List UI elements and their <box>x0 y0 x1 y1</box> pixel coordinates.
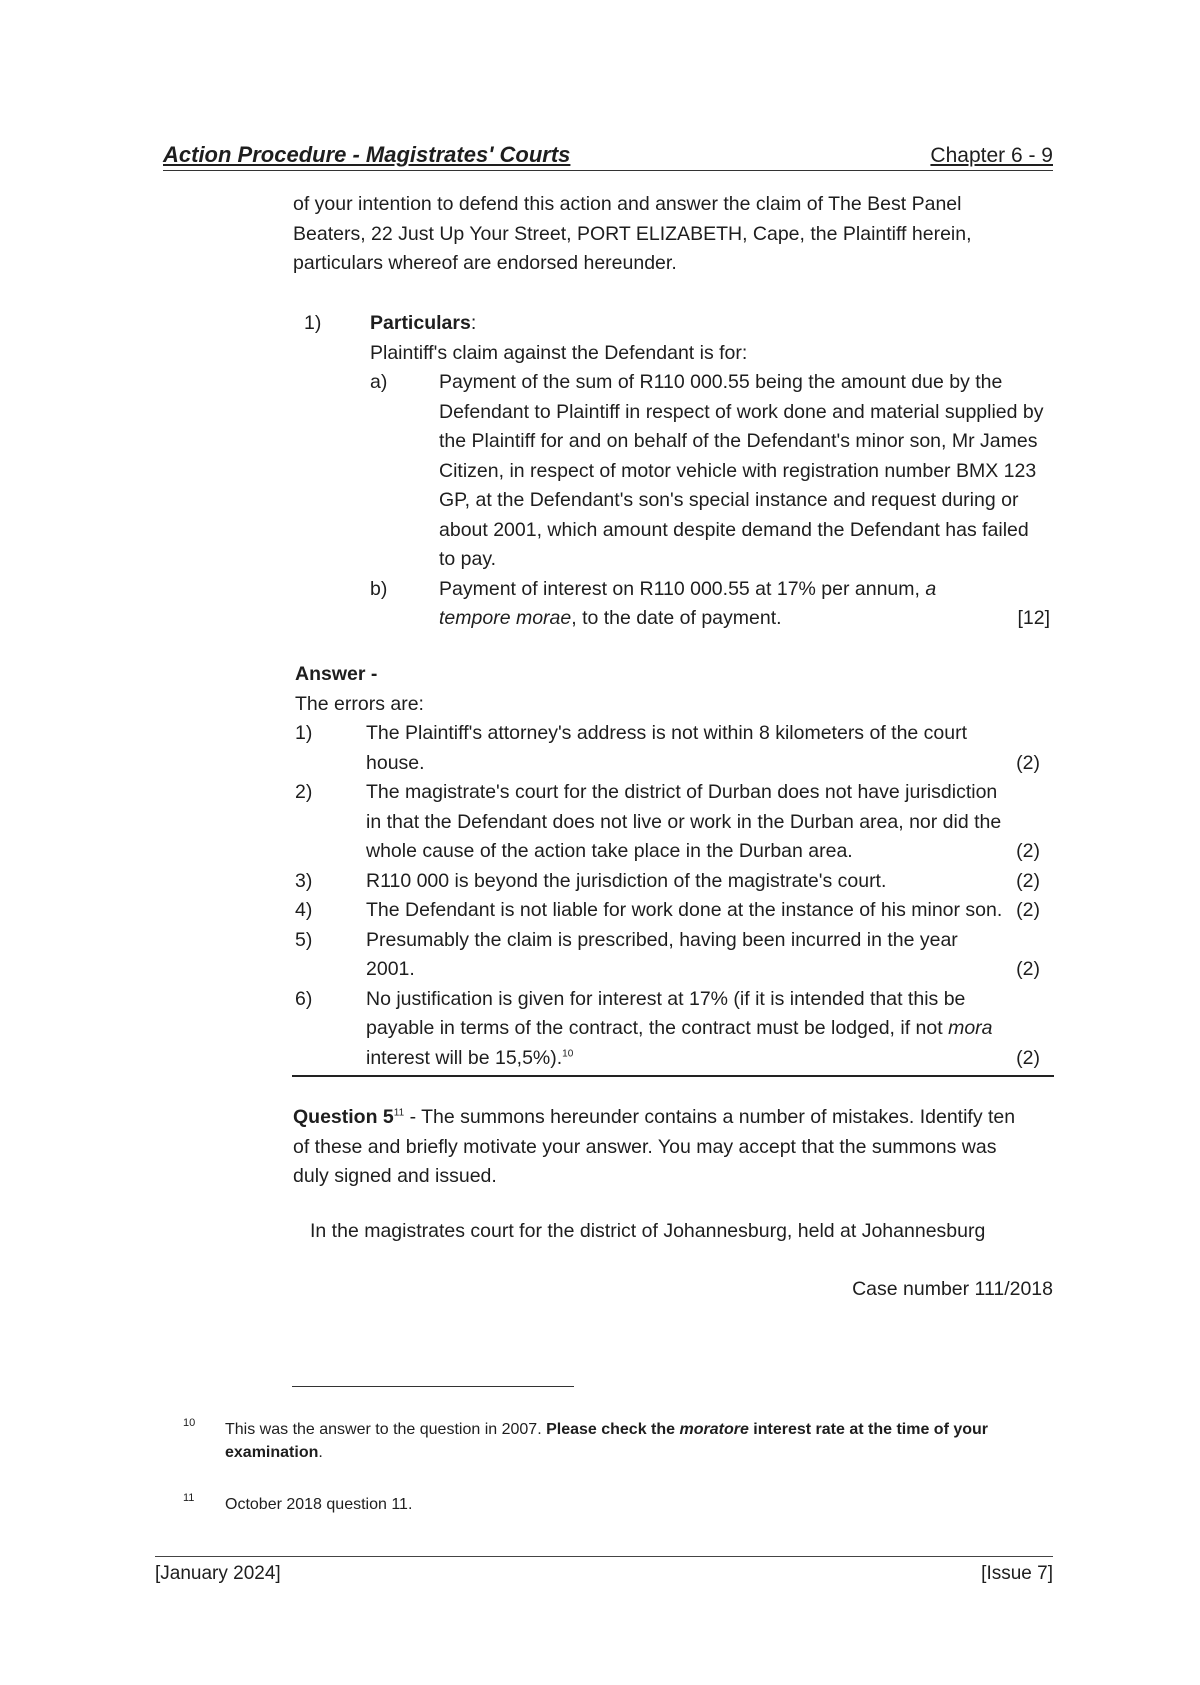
chapter-title: Action Procedure - Magistrates' Courts <box>163 142 571 167</box>
list-item <box>295 719 1040 778</box>
court-line: In the magistrates court for the district of Johannesburg, held at Johannesburg <box>310 1220 986 1242</box>
footnote-bold-italic: moratore <box>679 1421 749 1438</box>
question-text: - The summons hereunder contains a number of mistakes. Identify ten of these and briefly motivate your answer. You may accept that the summons was duly signed and issued. <box>293 1106 1016 1187</box>
footer-date: [January 2024] <box>155 1563 281 1584</box>
list-item <box>295 896 1040 926</box>
item-letter: b) <box>370 577 388 600</box>
footnote-rule <box>292 1386 574 1387</box>
item-number: 2) <box>295 781 313 803</box>
item-mark: (2) <box>1016 958 1040 980</box>
footnote-bold-text: Please check the <box>546 1421 680 1438</box>
item-text-end: interest will be 15,5%). <box>366 1046 563 1069</box>
particulars-item-b <box>370 575 1050 634</box>
chapter-page-number: Chapter 6 - 9 <box>930 144 1053 167</box>
item-number: 6) <box>295 987 313 1010</box>
particulars-number: 1) <box>304 312 322 334</box>
question-label: Question 5 <box>293 1106 394 1128</box>
answer-lead: The errors are: <box>295 692 424 715</box>
list-item <box>295 867 1040 897</box>
list-item <box>295 926 1040 985</box>
footnote-text: October 2018 question 11. <box>225 1496 413 1513</box>
section-divider <box>292 1075 1054 1077</box>
footnote-number: 10 <box>183 1417 196 1429</box>
item-text: The magistrate's court for the district of Durban does not have jurisdiction in that the Defendant does not live or work in the Durban area, nor did the whole cause of the action take place in the Durban area. <box>366 781 1002 862</box>
footnote-ref: 11 <box>393 1107 405 1119</box>
marks-total: [12] <box>1017 607 1050 629</box>
answer-section <box>295 660 1040 1073</box>
footnote-10 <box>183 1417 1035 1464</box>
item-number: 3) <box>295 869 313 892</box>
item-mark: (2) <box>1016 869 1040 892</box>
list-item <box>295 778 1040 867</box>
particulars-colon: : <box>470 312 477 334</box>
item-number: 1) <box>295 722 313 744</box>
item-mark: (2) <box>1016 840 1040 862</box>
item-text: Presumably the claim is prescribed, having been incurred in the year 2001. <box>366 928 958 980</box>
item-mark: (2) <box>1016 1046 1040 1069</box>
page-footer <box>155 1556 1053 1585</box>
item-text-italic: mora <box>948 1017 993 1039</box>
item-text-italic: a tempore morae <box>439 577 937 629</box>
list-item <box>295 985 1040 1074</box>
item-text: Payment of interest on R110 000.55 at 17% per annum, <box>439 577 926 600</box>
item-text-end: , to the date of payment. <box>571 607 782 629</box>
particulars-heading: Particulars <box>370 312 471 334</box>
item-text: The Plaintiff's attorney's address is not within 8 kilometers of the court house. <box>366 722 968 774</box>
item-text: Payment of the sum of R110 000.55 being the amount due by the Defendant to Plaintiff in respect of work done and material supplied by the Plaintiff for and on behalf of the Defendant's minor son, Mr James Citizen, in respect of motor vehicle with registration number BMX 123 GP, at the Defendant's son's special instance and request during or about 2001, which amount despite demand the Defendant has failed to pay. <box>439 371 1044 570</box>
footnote-text: This was the answer to the question in 2007. <box>225 1421 547 1438</box>
footnote-ref: 10 <box>562 1048 574 1059</box>
item-number: 4) <box>295 899 313 921</box>
item-letter: a) <box>370 371 388 393</box>
item-text: R110 000 is beyond the jurisdiction of the magistrate's court. <box>366 869 887 892</box>
footnote-11 <box>183 1492 1035 1516</box>
item-text: No justification is given for interest at 17% (if it is intended that this be payable in terms of the contract, the contract must be lodged, if not <box>366 987 966 1039</box>
page-header <box>163 142 1053 171</box>
intro-paragraph: of your intention to defend this action and answer the claim of The Best Panel Beaters, 22 Just Up Your Street, PORT ELIZABETH, Cape, the Plaintiff herein, particulars whereof are endorsed hereunder. <box>293 193 972 274</box>
case-number: Case number 111/2018 <box>852 1278 1053 1300</box>
question-paragraph <box>293 1103 1033 1192</box>
item-number: 5) <box>295 928 313 951</box>
footnote-period: . <box>318 1444 323 1461</box>
footnote-number: 11 <box>183 1492 195 1504</box>
error-list <box>295 719 1040 1073</box>
item-mark: (2) <box>1016 751 1040 774</box>
answer-heading-dash: - <box>365 663 378 685</box>
particulars-item-a <box>370 368 1050 575</box>
particulars-lead: Plaintiff's claim against the Defendant is for: <box>370 341 748 364</box>
answer-heading: Answer <box>295 663 366 685</box>
footnote-bold-text-end: interest rate at the time of your examination <box>225 1421 989 1461</box>
footer-issue: [Issue 7] <box>981 1563 1053 1584</box>
item-text: The Defendant is not liable for work done at the instance of his minor son. <box>366 899 1003 921</box>
item-mark: (2) <box>1016 899 1040 921</box>
